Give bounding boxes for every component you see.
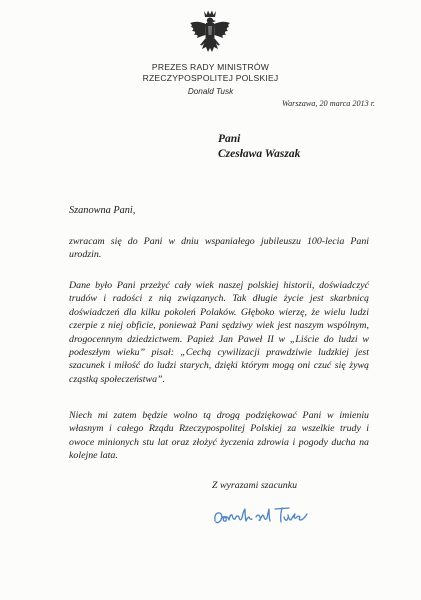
office-title-line2: RZECZYPOSPOLITEJ POLSKIEJ bbox=[142, 72, 279, 83]
body-paragraph-1: zwracam się do Pani w dniu wspaniałego jubileuszu 100-lecia Pani urodzin. bbox=[69, 236, 369, 261]
body-paragraph-2: Dane było Pani przeżyć cały wiek naszej polskiej historii, doświadczyć trudów i radości z nią związanych. Tak długie życie jest skarbnicą doświadczeń dla kilku pokoleń Polaków. Głęboko wierzę, że wielu ludzi czerpie z niej obficie, ponieważ Pani sędziwy wiek jest naszym wspólnym, drogocennym dziedzictwem. Papież Jan Paweł II w „Liście do ludzi w podeszłym wieku” pisał: „Cechą cywilizacji prawdziwie ludzkiej jest szacunek i miłość do ludzi starych, dzięki którym mogą oni czuć się żywą cząstką społeczeństwa”. bbox=[69, 280, 369, 385]
handwritten-signature bbox=[212, 503, 312, 529]
recipient-name: Czesława Waszak bbox=[218, 148, 301, 160]
salutation: Szanowna Pani, bbox=[69, 205, 136, 216]
body-paragraph-3: Niech mi zatem będzie wolno tą drogą podziękować Pani w imieniu własnym i całego Rządu Rzeczypospolitej Polskiej za wszelkie trudy i owoce minionych stu lat oraz złożyć życzenia zdrowia i pogody ducha na kolejne lata. bbox=[69, 410, 369, 462]
letter-date: Warszawa, 20 marca 2013 r. bbox=[282, 99, 376, 108]
closing-formula: Z wyrazami szacunku bbox=[212, 480, 298, 491]
office-title-line1: PREZES RADY MINISTRÓW bbox=[151, 62, 270, 72]
white-eagle-emblem-icon bbox=[187, 8, 233, 60]
office-header bbox=[0, 62, 421, 98]
recipient-title: Pani bbox=[218, 133, 241, 145]
prime-minister-name: Donald Tusk bbox=[187, 87, 234, 96]
recipient-block bbox=[218, 132, 300, 162]
